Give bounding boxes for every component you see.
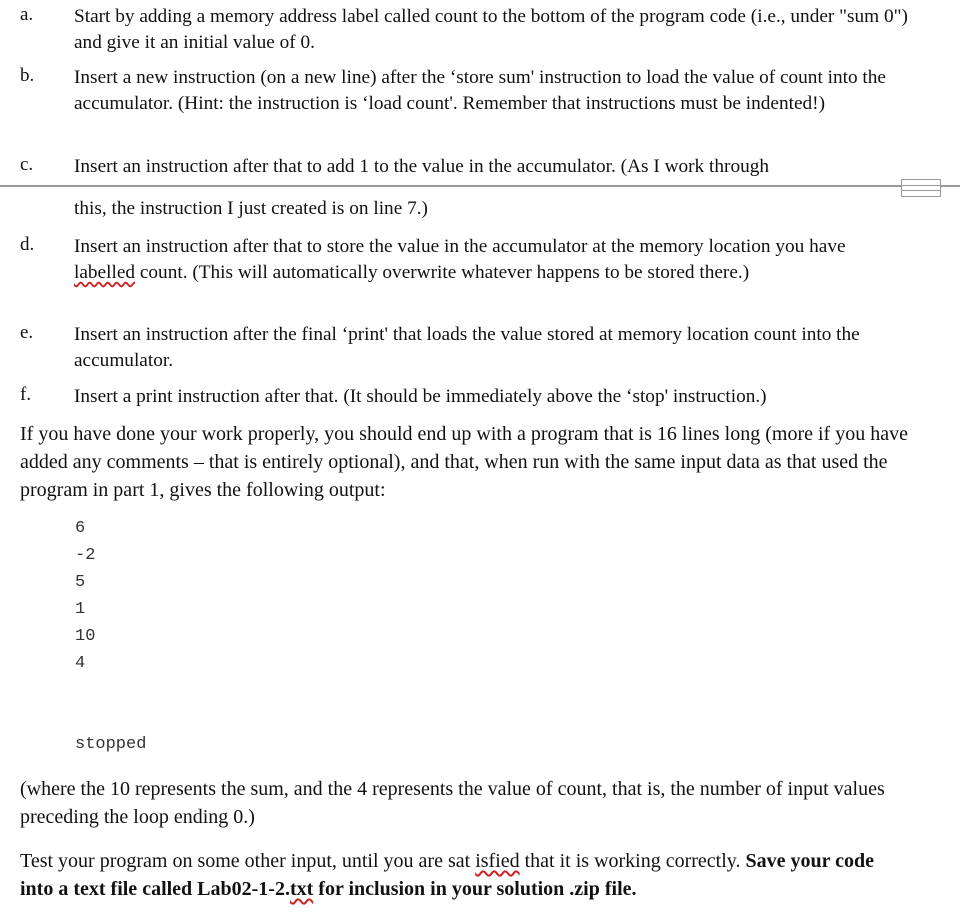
item-text: Start by adding a memory address label called count to the bottom of the program code (i.e., under "sum 0") and give it an initial value of 0. bbox=[74, 6, 908, 53]
explanation-paragraph: (where the 10 represents the sum, and the 4 represents the value of count, that is, the number of input values preceding the loop ending 0.) bbox=[20, 778, 885, 828]
item-text: Insert a new instruction (on a new line) after the ‘store sum' instruction to load the value of count into the accumulator. (Hint: the instruction is ‘load count'. Remember that instructions must be indented!) bbox=[74, 67, 886, 114]
output-line: 1 bbox=[75, 600, 86, 619]
output-stopped: stopped bbox=[75, 735, 147, 754]
page-break-line bbox=[0, 185, 960, 187]
output-line: 5 bbox=[75, 573, 86, 592]
item-marker: f. bbox=[20, 384, 32, 405]
item-marker: c. bbox=[20, 154, 34, 175]
item-marker: b. bbox=[20, 65, 35, 86]
item-marker: a. bbox=[20, 4, 34, 25]
output-line: 6 bbox=[75, 519, 86, 538]
spellcheck-flag: txt bbox=[289, 878, 314, 900]
output-line: 10 bbox=[75, 627, 96, 646]
ruler-marker bbox=[901, 179, 941, 197]
output-line: 4 bbox=[75, 654, 86, 673]
instructions-paragraph: If you have done your work properly, you should end up with a program that is 16 lines long (more if you have added any comments – that is entirely optional), and that, when run with the same input data as that used the program in part 1, gives the following output: bbox=[20, 423, 908, 501]
item-text: Insert an instruction after the final ‘print' that loads the value stored at memory location count into the accumulator. bbox=[74, 324, 860, 371]
item-text: Insert an instruction after that to store the value in the accumulator at the memory location you have labelled count. (This will automatically overwrite whatever happens to be stored there.) bbox=[74, 236, 846, 283]
item-marker: d. bbox=[20, 234, 35, 255]
item-text: this, the instruction I just created is on line 7.) bbox=[74, 198, 428, 219]
save-instruction: Save your code into a text file called Lab02-1-2.txt for inclusion in your solution .zip file. bbox=[20, 850, 875, 900]
spellcheck-flag: isfied bbox=[475, 850, 520, 872]
output-line: -2 bbox=[75, 546, 96, 565]
item-marker: e. bbox=[20, 322, 34, 343]
test-instructions-paragraph: Test your program on some other input, until you are sat isfied that it is working correctly. Save your code into a text file called Lab02-1-2.txt for inclusion in your solution .zip file. bbox=[20, 850, 875, 900]
item-text: Insert an instruction after that to add 1 to the value in the accumulator. (As I work through bbox=[74, 156, 770, 177]
item-text: Insert a print instruction after that. (It should be immediately above the ‘stop' instruction.) bbox=[74, 386, 767, 407]
spellcheck-flag: labelled bbox=[74, 262, 136, 283]
